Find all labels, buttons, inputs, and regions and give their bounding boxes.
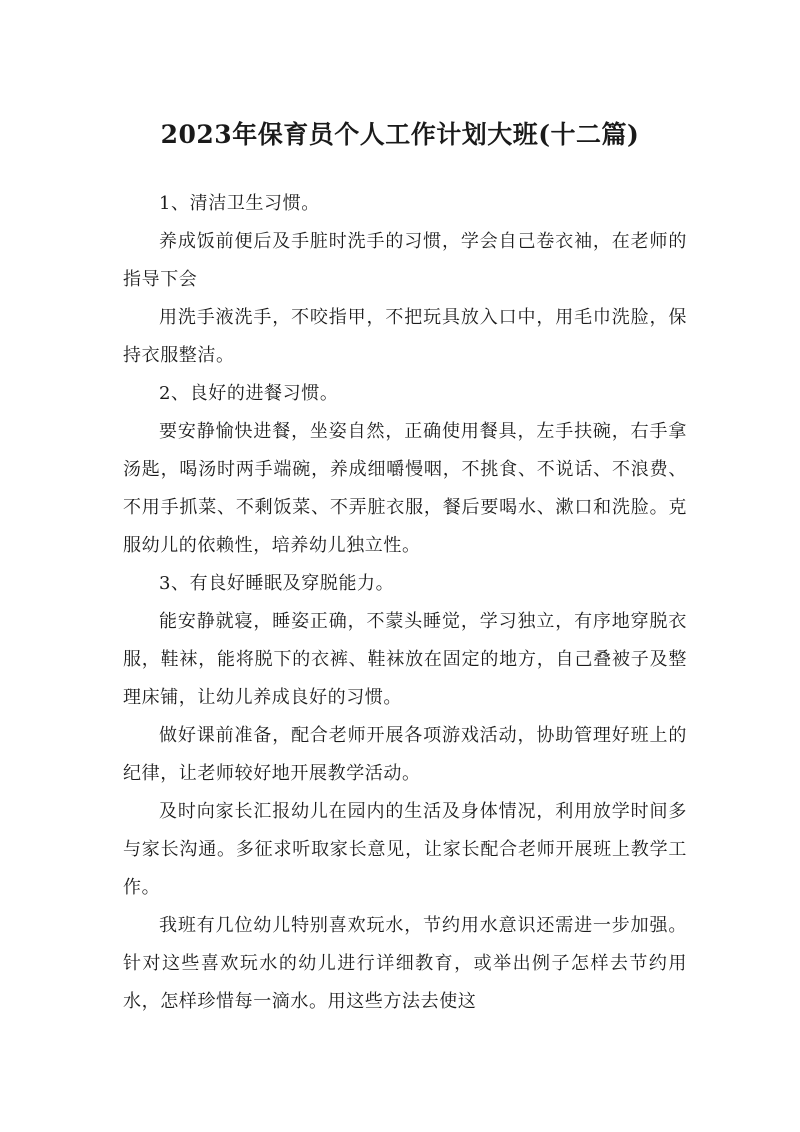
- paragraph-7: 能安静就寝，睡姿正确，不蒙头睡觉，学习独立，有序地穿脱衣服，鞋袜，能将脱下的衣裤、鞋袜放在固定的地方，自己叠被子及整理床铺，让幼儿养成良好的习惯。: [123, 611, 687, 708]
- paragraph-3: 用洗手液洗手，不咬指甲，不把玩具放入口中，用毛巾洗脸，保持衣服整洁。: [123, 307, 687, 366]
- paragraph-1: 1、清洁卫生习惯。: [159, 193, 320, 214]
- document-body: [123, 185, 687, 1021]
- paragraph-8: 做好课前准备，配合老师开展各项游戏活动，协助管理好班上的纪律，让老师较好地开展教学活动。: [123, 725, 687, 784]
- document-title: 2023年保育员个人工作计划大班(十二篇): [160, 119, 640, 149]
- paragraph-9: 及时向家长汇报幼儿在园内的生活及身体情况，利用放学时间多与家长沟通。多征求听取家长意见，让家长配合老师开展班上教学工作。: [123, 801, 687, 898]
- paragraph-6: 3、有良好睡眠及穿脱能力。: [159, 573, 395, 594]
- paragraph-4: 2、良好的进餐习惯。: [159, 383, 339, 404]
- paragraph-5: 要安静愉快进餐，坐姿自然，正确使用餐具，左手扶碗，右手拿汤匙，喝汤时两手端碗，养成细嚼慢咽，不挑食、不说话、不浪费、不用手抓菜、不剩饭菜、不弄脏衣服，餐后要喝水、漱口和洗脸。克服幼儿的依赖性，培养幼儿独立性。: [123, 421, 687, 556]
- paragraph-10: 我班有几位幼儿特别喜欢玩水，节约用水意识还需进一步加强。针对这些喜欢玩水的幼儿进行详细教育，或举出例子怎样去节约用水，怎样珍惜每一滴水。用这些方法去使这: [123, 915, 687, 1012]
- paragraph-2: 养成饭前便后及手脏时洗手的习惯，学会自己卷衣袖，在老师的指导下会: [123, 231, 687, 290]
